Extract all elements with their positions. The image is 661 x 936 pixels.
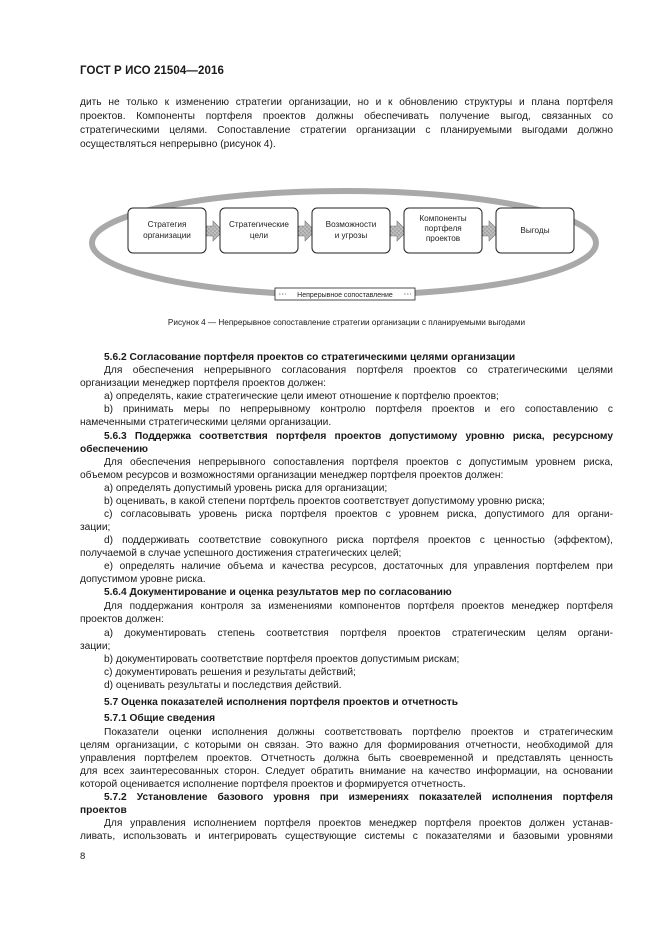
document-header: ГОСТ Р ИСО 21504—2016 <box>80 65 225 77</box>
section-heading: 5.7.2 Установление базового уровня при измерениях показателей исполнения портфеля <box>104 792 613 803</box>
box-text: портфеля <box>424 224 462 233</box>
paragraph-line: Для поддержания контроля за изменениями компонентов портфеля проектов менеджер портфеля <box>104 601 613 612</box>
section-heading: 5.7 Оценка показателей исполнения портфеля проектов и отчетность <box>104 697 459 708</box>
list-item: а) определять допустимый уровень риска для организации; <box>104 483 388 494</box>
list-item: d) оценивать результаты и последствия действий. <box>104 680 342 691</box>
list-item: допустимом уровне риска. <box>80 574 206 585</box>
section-heading: 5.6.3 Поддержка соответствия портфеля проектов допустимому уровню риска, ресурсному <box>104 431 613 442</box>
list-item: е) определять наличие объема и качества ресурсов, достаточных для управления портфелем при <box>104 561 613 572</box>
section-heading: 5.7.1 Общие сведения <box>104 713 216 724</box>
list-item: получаемой в случае успешного достижения стратегических целей; <box>80 548 402 559</box>
figure-caption: Рисунок 4 — Непрерывное сопоставление стратегии организации с планируемыми выгодами <box>167 318 526 327</box>
list-item: зации; <box>80 522 111 533</box>
paragraph-line: дить не только к изменению стратегии организации, но и к обновлению структуры и плана портфеля <box>80 97 613 108</box>
box-text: цели <box>249 231 269 240</box>
section-heading: 5.6.4 Документирование и оценка результатов мер по согласованию <box>104 587 452 598</box>
page-number: 8 <box>80 851 86 862</box>
paragraph-line: объемом ресурсов и возможностями организации менеджер портфеля проектов должен: <box>80 470 504 481</box>
list-item: а) документировать степень соответствия портфеля проектов стратегическим целям органи- <box>104 628 613 639</box>
loop-label: Непрерывное сопоставление <box>297 292 393 299</box>
section-heading: обеспечению <box>80 444 148 455</box>
list-item: с) документировать решения и результаты действий; <box>104 667 356 678</box>
list-item: с) согласовывать уровень риска портфеля проектов с уровнем риска, допустимого для органи- <box>104 509 613 520</box>
paragraph-line: ливать, использовать и интегрировать существующие системы с показателями и базовыми уровнями <box>80 831 613 842</box>
list-item: зации; <box>80 641 111 652</box>
list-item: d) поддерживать соответствие совокупного риска портфеля проектов с ценностью (эффектом), <box>104 535 613 546</box>
box-text: Возможности <box>325 220 377 229</box>
section-heading: 5.6.2 Согласование портфеля проектов со стратегическими целями организации <box>104 352 516 363</box>
box-text: проектов <box>425 234 461 243</box>
box-text: Компоненты <box>419 214 467 223</box>
list-item: а) определять, какие стратегические цели имеют отношение к портфелю проектов; <box>104 391 499 402</box>
figure-4-diagram <box>80 180 613 310</box>
paragraph-line: Для управления исполнением портфеля проектов менеджер портфеля проектов должен устанав- <box>104 818 613 829</box>
paragraph-line: Для обеспечения непрерывного сопоставления портфеля проектов с допустимым уровнем риска, <box>104 457 613 468</box>
list-item: b) документировать соответствие портфеля проектов допустимым рискам; <box>104 654 460 665</box>
list-item: b) оценивать, в какой степени портфель проектов соответствует допустимому уровню риска; <box>104 496 545 507</box>
paragraph-line: Показатели оценки исполнения должны соответствовать портфелю проектов и стратегическим <box>104 727 613 738</box>
list-item: намеченными стратегическими целями организации. <box>80 417 332 428</box>
box-text: Выгоды <box>520 226 550 235</box>
paragraph-line: управления портфелем проектов. Отчетность должна быть своевременной и представлять ценность <box>80 753 613 764</box>
paragraph-line: целям организации, с которыми он связан. Это важно для формирования отчетности, необходимой для <box>80 740 613 751</box>
box-text: Стратегические <box>229 220 289 229</box>
box-text: и угрозы <box>334 231 368 240</box>
section-heading: проектов <box>80 805 127 816</box>
paragraph-line: для всех заинтересованных сторон. Следует обратить внимание на качество информации, на основании <box>80 766 613 777</box>
paragraph-line: проектов. Компоненты портфеля проектов должны обеспечивать получение выгод, связанных со <box>80 111 613 122</box>
paragraph-line: которой оценивается исполнение портфеля проектов и формируется отчетность. <box>80 779 466 790</box>
box-text: Стратегия <box>147 220 187 229</box>
paragraph-line: стратегическими целями. Сопоставление стратегии организации с планируемыми выгодами должно <box>80 125 613 136</box>
paragraph-line: организации менеджер портфеля проектов должен: <box>80 378 326 389</box>
paragraph-line: Для обеспечения непрерывного согласования портфеля проектов со стратегическими целями <box>104 365 613 376</box>
list-item: b) принимать меры по непрерывному контролю портфеля проектов и его сопоставлению с <box>104 404 613 415</box>
paragraph-line: проектов должен: <box>80 614 164 625</box>
paragraph-line: осуществляться непрерывно (рисунок 4). <box>80 139 276 150</box>
box-text: организации <box>143 231 191 240</box>
